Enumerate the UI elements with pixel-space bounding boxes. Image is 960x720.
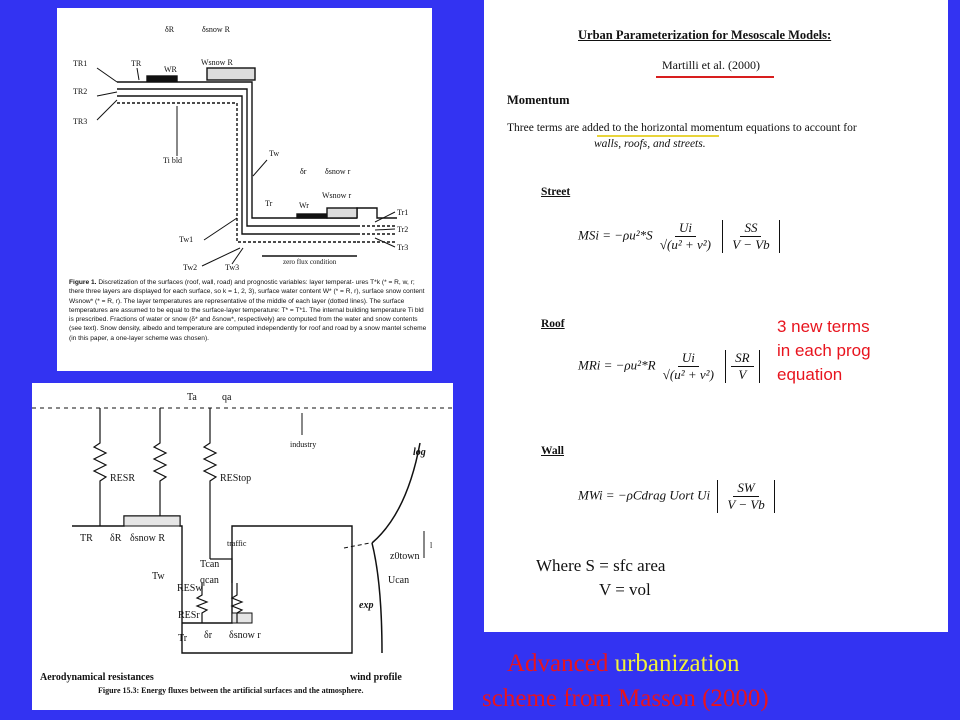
street-bracket-den: V − Vb (732, 237, 770, 252)
wall-bracket-den: V − Vb (727, 497, 765, 512)
caption-line-4: are representative of the middle of each layer (dotted lines). The surface temperatures are assumed (69, 297, 405, 314)
caption-line-6: prescribed. Fractions of water or snow (δ* and δsnow*, respectively) are computed from the water and (75, 316, 374, 324)
intro-line-2: walls, roofs, and streets. (594, 138, 706, 150)
label-T-w1: Tw1 (179, 235, 194, 244)
bottom-urbanization: urbanization (614, 650, 740, 677)
intro-line-1: Three terms are added to the horizontal momentum equations to account for (507, 122, 857, 134)
note-line-3: equation (777, 365, 843, 384)
label-T-i-bld: Ti bld (163, 156, 183, 165)
roof-bracket-num: SR (731, 350, 753, 367)
caption-line-2: ures T*k (* = R, w, r; there three layers are displayed for each surface, so k = 1, 2, 3), surface (69, 279, 415, 296)
label-T-R: TR (131, 59, 142, 68)
label-W-snow-r: Wsnow r (322, 191, 352, 200)
caption-line-1: Discretization of the surfaces (roof, wall, road) and prognostic variables: layer temperat- (98, 279, 354, 286)
label-aerodynamical-resistances: Aerodynamical resistances (40, 672, 154, 683)
label-wind-profile: wind profile (350, 672, 402, 683)
roof-equation (578, 350, 760, 383)
where-line-1: Where S = sfc area (536, 556, 666, 575)
highlight-underline (597, 135, 719, 137)
log-wind-profile (372, 443, 420, 543)
roof-num: Ui (678, 350, 699, 367)
section-momentum: Momentum (507, 93, 570, 107)
caption-line-7: snow contents (see text). Snow density, albedo and temperature are computed independently for roof (69, 316, 418, 333)
caption-line-3: water content W* (* = R, r), surface snow content Wsnow* (* = R, r). The layer temperatures (69, 288, 425, 305)
caption-title: Figure 1. (69, 279, 97, 286)
label-T-w3: Tw3 (225, 263, 240, 272)
label-T-r2: Tr2 (397, 225, 409, 234)
roof-snow (124, 516, 180, 526)
where-line-2: V = vol (599, 580, 651, 599)
street-equation (578, 220, 780, 253)
label-T-r: Tr (265, 199, 273, 208)
author-underline (656, 76, 774, 78)
label-delta-snow-R: δsnow R (130, 533, 165, 544)
figure-15-3-caption: Figure 15.3: Energy fluxes between the artificial surfaces and the atmosphere. (98, 686, 364, 695)
label-T-w: Tw (152, 571, 165, 582)
label-T-r1: Tr1 (397, 208, 409, 217)
wall-lhs: MWi = −ρCdrag Uort Ui (578, 487, 711, 503)
label-RES-top: REStop (220, 473, 252, 484)
label-T-a: Ta (187, 392, 197, 403)
label-W-r: Wr (299, 201, 309, 210)
note-line-1: 3 new terms (777, 317, 870, 336)
roof-lhs: MRi = −ρu²*R (578, 357, 656, 373)
roof-wall-road-layers (117, 68, 397, 256)
label-T-w2: Tw2 (183, 263, 198, 272)
street-num: Ui (675, 220, 696, 237)
label-z0-town: z0town (390, 551, 420, 562)
caption-line-5: to be equal to the surface-layer temperature: T* = T*1. The internal building temperature Ti bld is (69, 306, 424, 324)
label-RES-R: RESR (110, 473, 136, 484)
bottom-caption-line-1 (507, 650, 740, 678)
wall-equation (578, 480, 775, 513)
label-T-R3: TR3 (73, 117, 88, 126)
label-roof: Roof (541, 318, 565, 330)
red-note (777, 315, 871, 387)
label-T-w: Tw (269, 149, 280, 158)
exp-wind-profile (372, 543, 382, 653)
label-RES-w: RESw (177, 583, 203, 594)
street-lhs: MSi = −ρu²*S (578, 227, 653, 243)
figure-energy-fluxes (32, 383, 453, 710)
label-delta-R: δR (165, 25, 175, 34)
label-delta-snow-R: δsnow R (202, 25, 230, 34)
road-snow (232, 613, 252, 623)
label-delta-snow-r: δsnow r (325, 167, 351, 176)
roof-den: √(u² + v²) (662, 367, 714, 382)
energy-flux-diagram (32, 383, 453, 710)
label-delta-R: δR (110, 533, 122, 544)
urban-parameterization-panel (484, 0, 948, 632)
street-den: √(u² + v²) (659, 237, 712, 252)
discretization-diagram (57, 8, 432, 278)
label-delta-r: δr (204, 630, 213, 641)
panel-title: Urban Parameterization for Mesoscale Models: (578, 28, 832, 42)
label-T-r3: Tr3 (397, 243, 409, 252)
label-industry: industry (290, 440, 317, 449)
street-bracket-num: SS (740, 220, 761, 237)
caption-line-8: and road by a snow mantel scheme (in this paper, a one-layer scheme was chosen). (69, 325, 427, 342)
label-exp: exp (359, 600, 374, 611)
label-W-snow-R: Wsnow R (201, 58, 233, 67)
label-q-a: qa (222, 392, 232, 403)
label-zero-flux: zero flux condition (283, 258, 337, 266)
label-RES-r: RESr (178, 610, 200, 621)
bottom-caption-line-2: scheme from Masson (2000) (482, 685, 769, 712)
label-delta-r: δr (300, 167, 307, 176)
label-W-R: WR (164, 65, 177, 74)
label-T-R1: TR1 (73, 59, 88, 68)
roof-bracket-den: V (738, 367, 747, 382)
label-delta-snow-r: δsnow r (229, 630, 261, 641)
label-U-can: Ucan (388, 575, 410, 586)
label-traffic: traffic (227, 539, 247, 548)
label-q-can: qcan (200, 575, 219, 586)
note-line-2: in each prog (777, 341, 871, 360)
bottom-advanced: Advanced (507, 650, 609, 677)
figure-discretization (57, 8, 432, 371)
label-wall: Wall (541, 445, 565, 457)
label-T-can: Tcan (200, 559, 220, 570)
wall-bracket-num: SW (733, 480, 758, 497)
label-T-r: Tr (178, 633, 188, 644)
label-height: l (430, 541, 433, 550)
label-street: Street (541, 186, 571, 198)
figure-1-caption (69, 278, 427, 343)
label-T-R2: TR2 (73, 87, 88, 96)
label-log: log (413, 447, 426, 458)
z0-dashed-line (344, 543, 370, 548)
label-T-R: TR (80, 533, 93, 544)
author-citation: Martilli et al. (2000) (662, 58, 760, 72)
